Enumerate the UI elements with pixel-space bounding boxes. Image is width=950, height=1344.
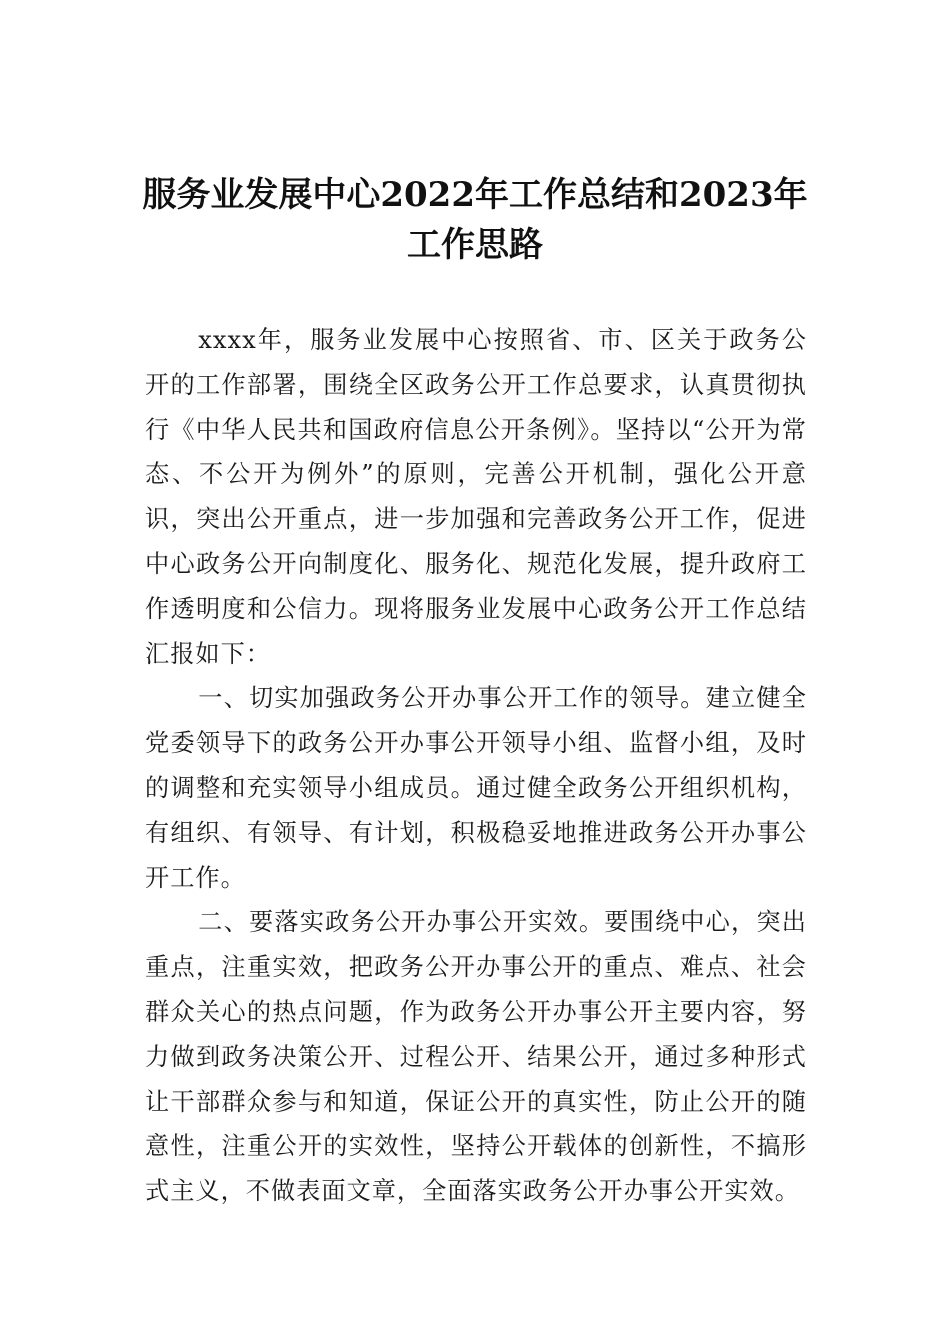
document-title-line-2: 工作思路 bbox=[407, 225, 543, 265]
document-body bbox=[145, 318, 807, 1214]
paragraph-section-2: 二、要落实政务公开办事公开实效。要围绕中心，突出重点，注重实效，把政务公开办事公开的重点、难点、社会群众关心的热点问题，作为政务公开办事公开主要内容，努力做到政务决策公开、过程公开、结果公开，通过多种形式让干部群众参与和知道，保证公开的真实性，防止公开的随意性，注重公开的实效性，坚持公开载体的创新性，不搞形式主义，不做表面文章，全面落实政务公开办事公开实效。 bbox=[145, 908, 807, 1206]
paragraph-section-1: 一、切实加强政务公开办事公开工作的领导。建立健全党委领导下的政务公开办事公开领导小组、监督小组，及时的调整和充实领导小组成员。通过健全政务公开组织机构，有组织、有领导、有计划，积极稳妥地推进政务公开办事公开工作。 bbox=[145, 684, 807, 892]
paragraph-intro: xxxx年，服务业发展中心按照省、市、区关于政务公开的工作部署，围绕全区政务公开工作总要求，认真贯彻执行《中华人民共和国政府信息公开条例》。坚持以“公开为常态、不公开为例外”的原则，完善公开机制，强化公开意识，突出公开重点，进一步加强和完善政务公开工作，促进中心政务公开向制度化、服务化、规范化发展，提升政府工作透明度和公信力。现将服务业发展中心政务公开工作总结汇报如下： bbox=[145, 326, 807, 668]
document-title-line-1: 服务业发展中心2022年工作总结和2023年 bbox=[142, 175, 808, 215]
